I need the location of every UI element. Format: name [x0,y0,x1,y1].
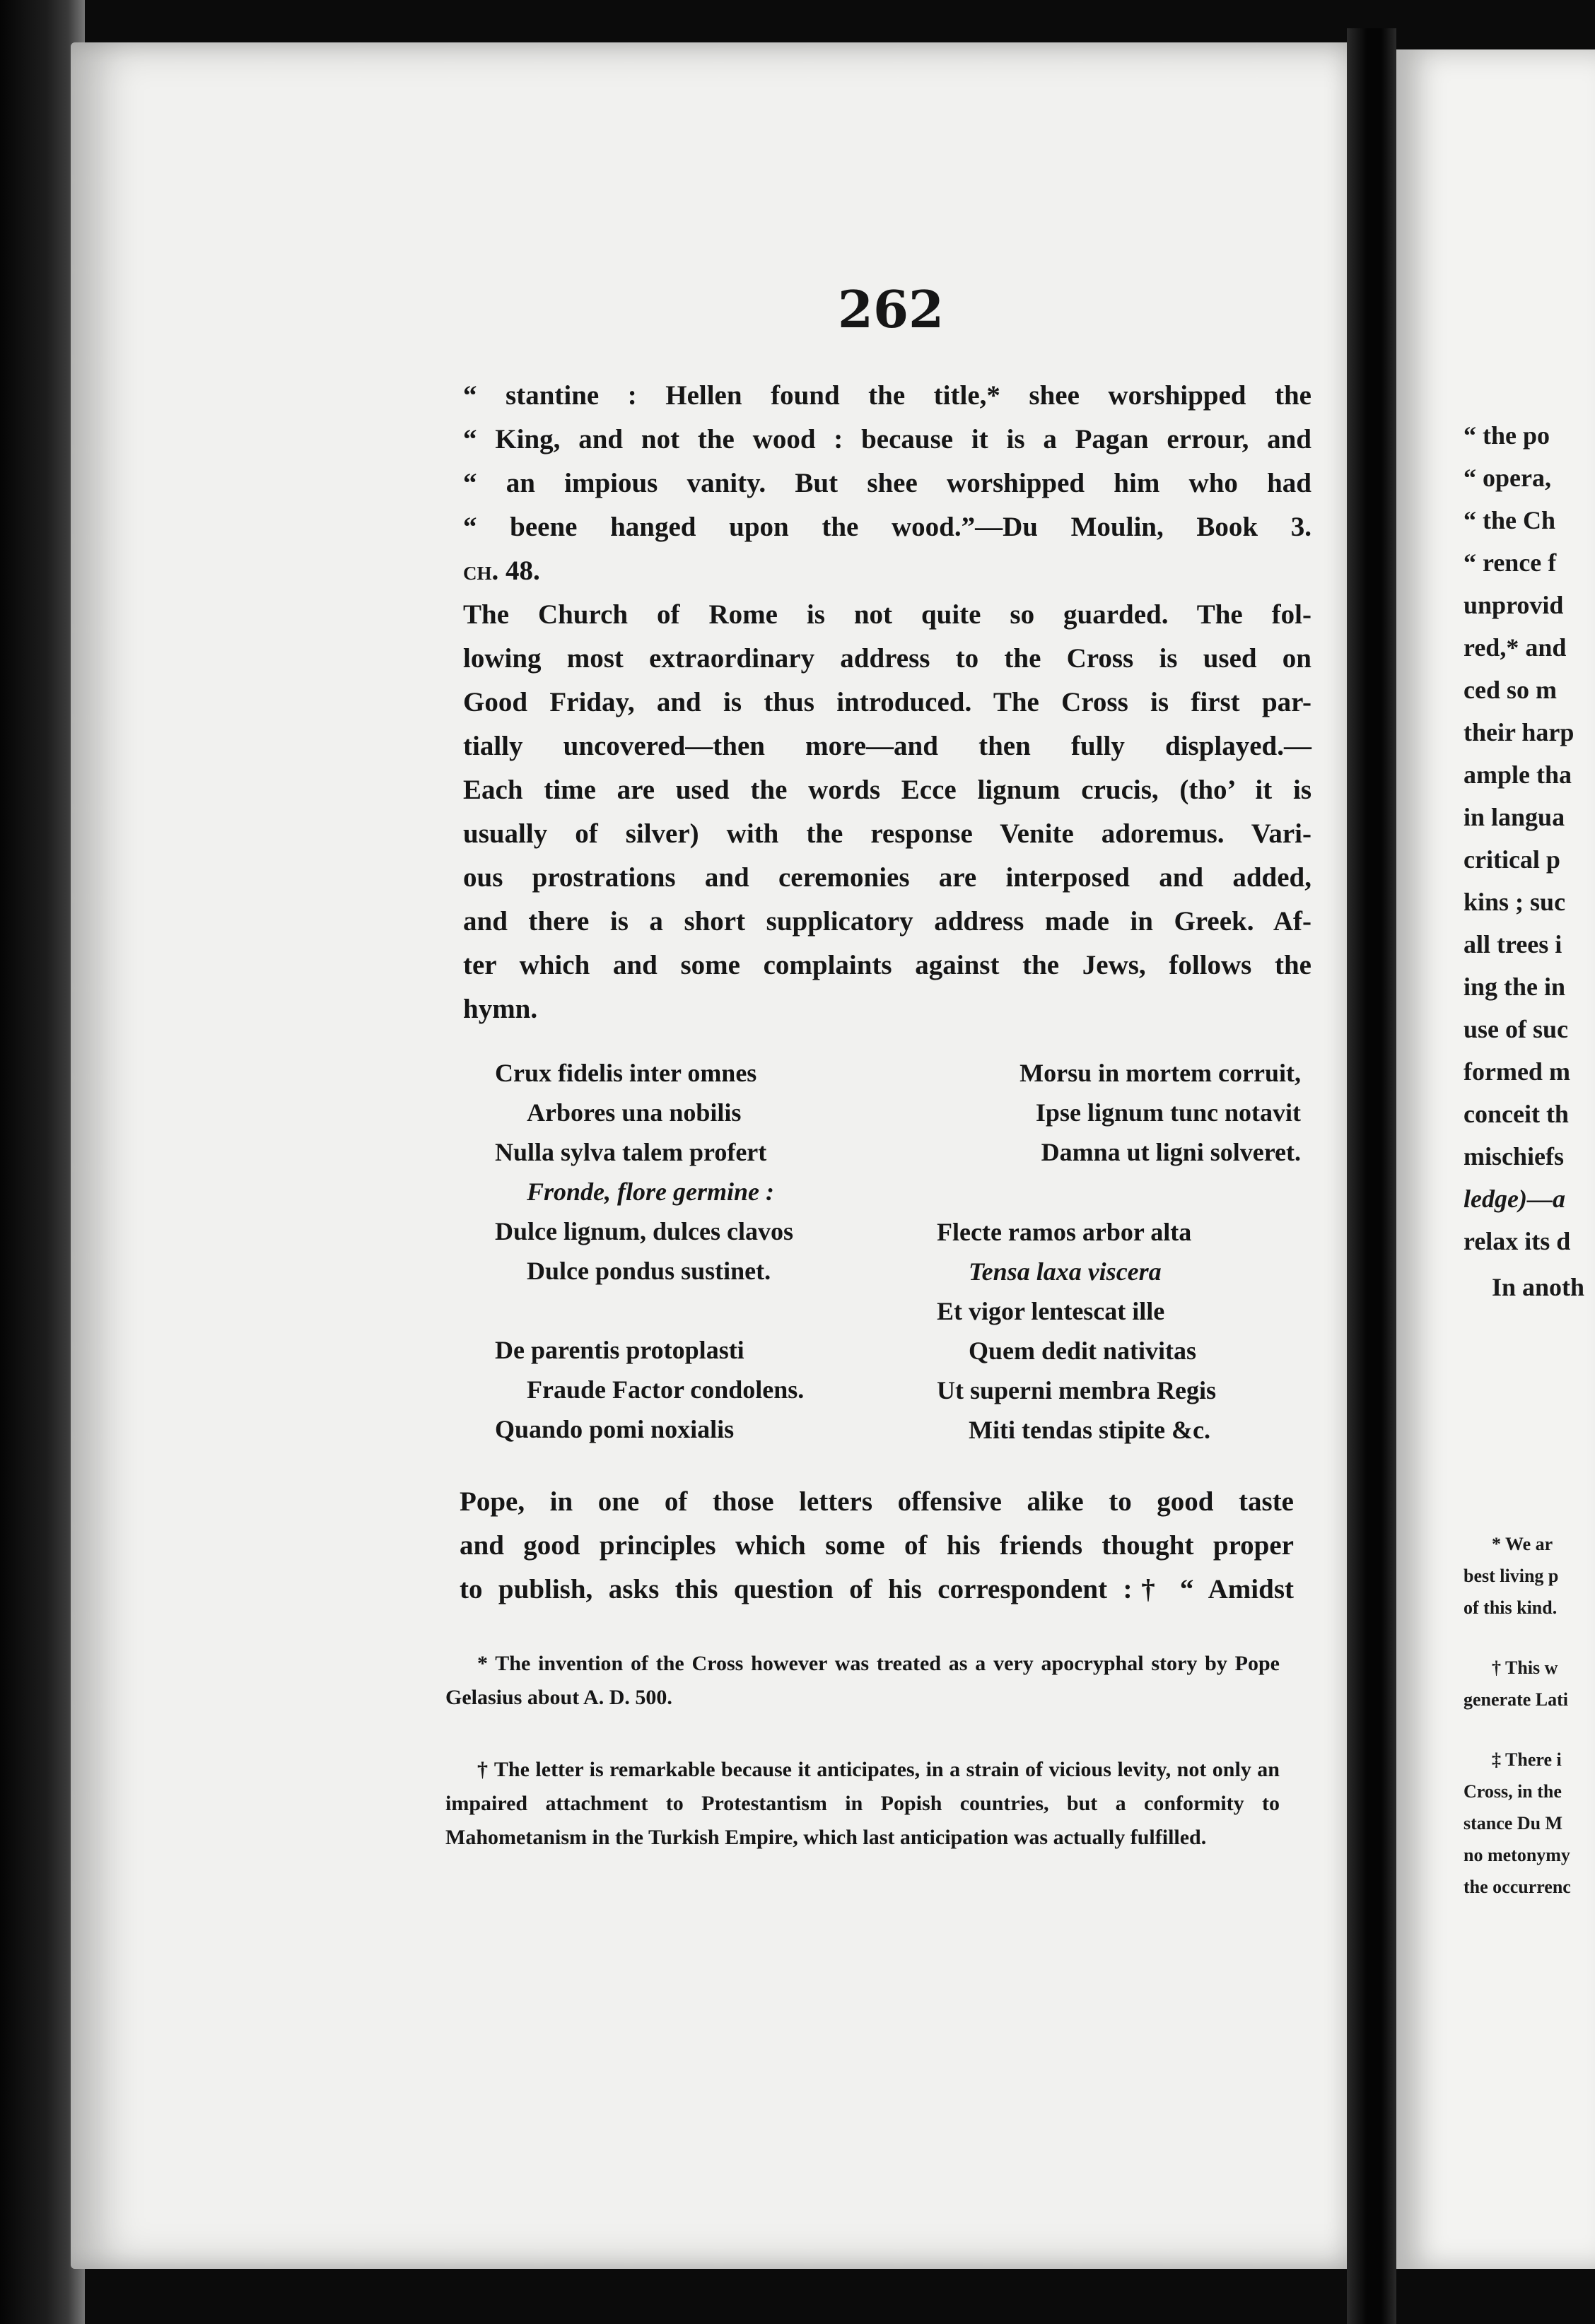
facing-footnote-line: of this kind. [1463,1597,1558,1618]
hymn-line: Miti tendas stipite &c. [969,1416,1210,1444]
hymn-line: Quando pomi noxialis [495,1415,735,1443]
paragraph-2-line-5: Each time are used the words Ecce lignum crucis, (tho’ it is [463,775,1311,805]
facing-line: ledge)—a [1463,1185,1565,1213]
hymn-line: Quem dedit nativitas [969,1337,1197,1365]
facing-line: mischiefs [1463,1142,1564,1170]
facing-footnote-line: generate Lati [1463,1689,1569,1710]
hymn-left-column [495,1053,804,1449]
facing-line: conceit th [1463,1100,1569,1128]
facing-line: all trees i [1463,930,1562,958]
hymn-line: Flecte ramos arbor alta [937,1218,1192,1246]
hymn-line: Ipse lignum tunc notavit [1035,1098,1301,1127]
paragraph-2-line-9: ter which and some complaints against the Jews, follows the [463,950,1311,980]
hymn-line: Fraude Factor condolens. [527,1375,805,1404]
facing-line: “ rence f [1463,548,1557,577]
right-page [1396,49,1595,2269]
facing-line: “ opera, [1463,464,1551,492]
paragraph-1-line-4: “ beene hanged upon the wood.”—Du Moulin, Book 3. [463,512,1311,542]
paragraph-1-line-3: “ an impious vanity. But shee worshipped him who had [463,468,1311,498]
facing-footnote-line: * We ar [1492,1534,1553,1554]
facing-footnote-line: stance Du M [1463,1813,1563,1833]
footnote-2: † The letter is remarkable because it anticipates, in a strain of vicious levity, not only an impaired attachment to Protestantism in Popish countries, but a conformity to Mahometanism in the Turkish Empire, which last anticipation was actually fulfilled. [445,1758,1280,1849]
paragraph-1-line-1: “ stantine : Hellen found the title,* shee worshipped the [463,380,1311,411]
facing-line: relax its d [1463,1227,1571,1255]
facing-footnote-line: † This w [1492,1657,1558,1678]
book-gutter [1347,28,1396,2324]
paragraph-1-line-5: ch. 48. [463,556,540,586]
hymn-line: Dulce pondus sustinet. [527,1257,771,1285]
paragraph-3-line-1: Pope, in one of those letters offensive alike to good taste [460,1486,1294,1517]
facing-line: In anoth [1492,1273,1585,1301]
paragraph-3-line-3: to publish, asks this question of his correspondent :† “ Amidst [460,1574,1294,1604]
paragraph-2-line-3: Good Friday, and is thus introduced. The Cross is first par- [463,687,1311,717]
facing-line: in langua [1463,803,1565,831]
hymn-line: Ut superni membra Regis [937,1376,1216,1404]
paragraph-2-line-4: tially uncovered—then more—and then fully displayed.— [463,731,1311,761]
facing-footnote-line: Cross, in the [1463,1781,1562,1802]
hymn-line: Tensa laxa viscera [969,1257,1162,1286]
hymn-right-column-2 [937,1212,1216,1450]
hymn-line: Damna ut ligni solveret. [1041,1138,1301,1166]
facing-footnote-line: ‡ There i [1492,1749,1562,1770]
facing-footnote-line: best living p [1463,1566,1559,1586]
paragraph-2-line-8: and there is a short supplicatory address made in Greek. Af- [463,906,1311,937]
paragraph-2-line-1: The Church of Rome is not quite so guarded. The fol- [463,599,1311,630]
hymn-line: Dulce lignum, dulces clavos [495,1217,794,1245]
page-number: 262 [837,279,945,339]
hymn-line: Crux fidelis inter omnes [495,1059,757,1087]
paragraph-2-line-6: usually of silver) with the response Venite adoremus. Vari- [463,818,1311,849]
facing-line: red,* and [1463,633,1567,662]
paragraph-2-line-7: ous prostrations and ceremonies are interposed and added, [463,862,1311,893]
facing-line: kins ; suc [1463,888,1566,916]
hymn-right-column [933,1053,1301,1172]
facing-line: ced so m [1463,676,1557,704]
paragraph-2-line-10: hymn. [463,994,538,1024]
facing-line: ing the in [1463,973,1566,1001]
hymn-line: Nulla sylva talem profert [495,1138,767,1166]
hymn-line: Arbores una nobilis [527,1098,742,1127]
facing-line: use of suc [1463,1015,1569,1043]
facing-footnote-line: no metonymy [1463,1845,1570,1865]
hymn-line: Morsu in mortem corruit, [1019,1059,1301,1087]
hymn-line: Fronde, flore germine : [527,1178,774,1206]
facing-line: unprovid [1463,591,1564,619]
facing-line: ample tha [1463,761,1572,789]
facing-footnote-line: the occurrenc [1463,1877,1571,1897]
hymn-line: De parentis protoplasti [495,1336,744,1364]
facing-line: “ the Ch [1463,506,1556,534]
paragraph-2-line-2: lowing most extraordinary address to the Cross is used on [463,643,1311,674]
hymn-line: Et vigor lentescat ille [937,1297,1165,1325]
facing-line: their harp [1463,718,1574,746]
paragraph-3-line-2: and good principles which some of his friends thought proper [460,1530,1294,1561]
paragraph-1-line-2: “ King, and not the wood : because it is a Pagan errour, and [463,424,1311,454]
facing-line: critical p [1463,845,1560,874]
facing-line: formed m [1463,1057,1570,1086]
footnote-1: * The invention of the Cross however was treated as a very apocryphal story by Pope Gelasius about A. D. 500. [445,1652,1280,1709]
facing-line: “ the po [1463,421,1550,450]
